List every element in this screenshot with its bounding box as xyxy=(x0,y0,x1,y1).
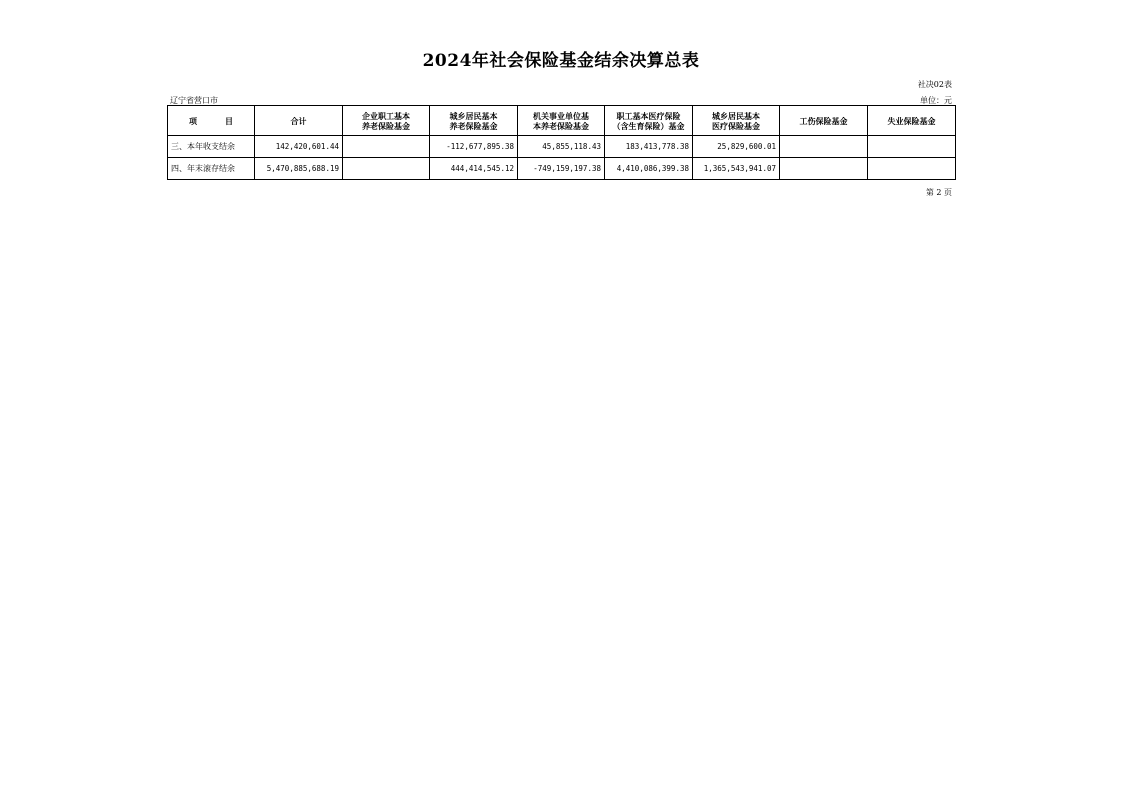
cell-resident-medical: 25,829,600.01 xyxy=(693,136,780,158)
cell-unemployment xyxy=(868,136,956,158)
header-resident-medical: 城乡居民基本 医疗保险基金 xyxy=(693,106,780,136)
header-total: 合计 xyxy=(255,106,343,136)
cell-work-injury xyxy=(780,158,868,180)
cell-enterprise-pension xyxy=(343,158,430,180)
header-enterprise-pension: 企业职工基本 养老保险基金 xyxy=(343,106,430,136)
unit-label: 单位：元 xyxy=(920,96,952,105)
table-row xyxy=(168,158,956,180)
header-item: 项 目 xyxy=(168,106,255,136)
row-label: 四、年末滚存结余 xyxy=(168,158,255,180)
table-header-row xyxy=(168,106,956,136)
balance-table xyxy=(167,105,956,180)
cell-work-injury xyxy=(780,136,868,158)
table-row xyxy=(168,136,956,158)
header-institution-pension: 机关事业单位基 本养老保险基金 xyxy=(518,106,605,136)
cell-unemployment xyxy=(868,158,956,180)
cell-employee-medical: 4,410,086,399.38 xyxy=(605,158,693,180)
cell-resident-medical: 1,365,543,941.07 xyxy=(693,158,780,180)
cell-resident-pension: -112,677,895.38 xyxy=(430,136,518,158)
header-work-injury: 工伤保险基金 xyxy=(780,106,868,136)
row-label: 三、本年收支结余 xyxy=(168,136,255,158)
cell-institution-pension: -749,159,197.38 xyxy=(518,158,605,180)
header-unemployment: 失业保险基金 xyxy=(868,106,956,136)
cell-institution-pension: 45,855,118.43 xyxy=(518,136,605,158)
header-employee-medical: 职工基本医疗保险 （含生育保险）基金 xyxy=(605,106,693,136)
cell-enterprise-pension xyxy=(343,136,430,158)
cell-total: 5,470,885,688.19 xyxy=(255,158,343,180)
cell-total: 142,420,601.44 xyxy=(255,136,343,158)
region-label: 辽宁省营口市 xyxy=(170,96,218,105)
header-resident-pension: 城乡居民基本 养老保险基金 xyxy=(430,106,518,136)
cell-resident-pension: 444,414,545.12 xyxy=(430,158,518,180)
page-title: 2024年社会保险基金结余决算总表 xyxy=(422,51,700,71)
form-code: 社决02表 xyxy=(917,80,952,89)
cell-employee-medical: 183,413,778.38 xyxy=(605,136,693,158)
page-number: 第 2 页 xyxy=(925,188,952,197)
